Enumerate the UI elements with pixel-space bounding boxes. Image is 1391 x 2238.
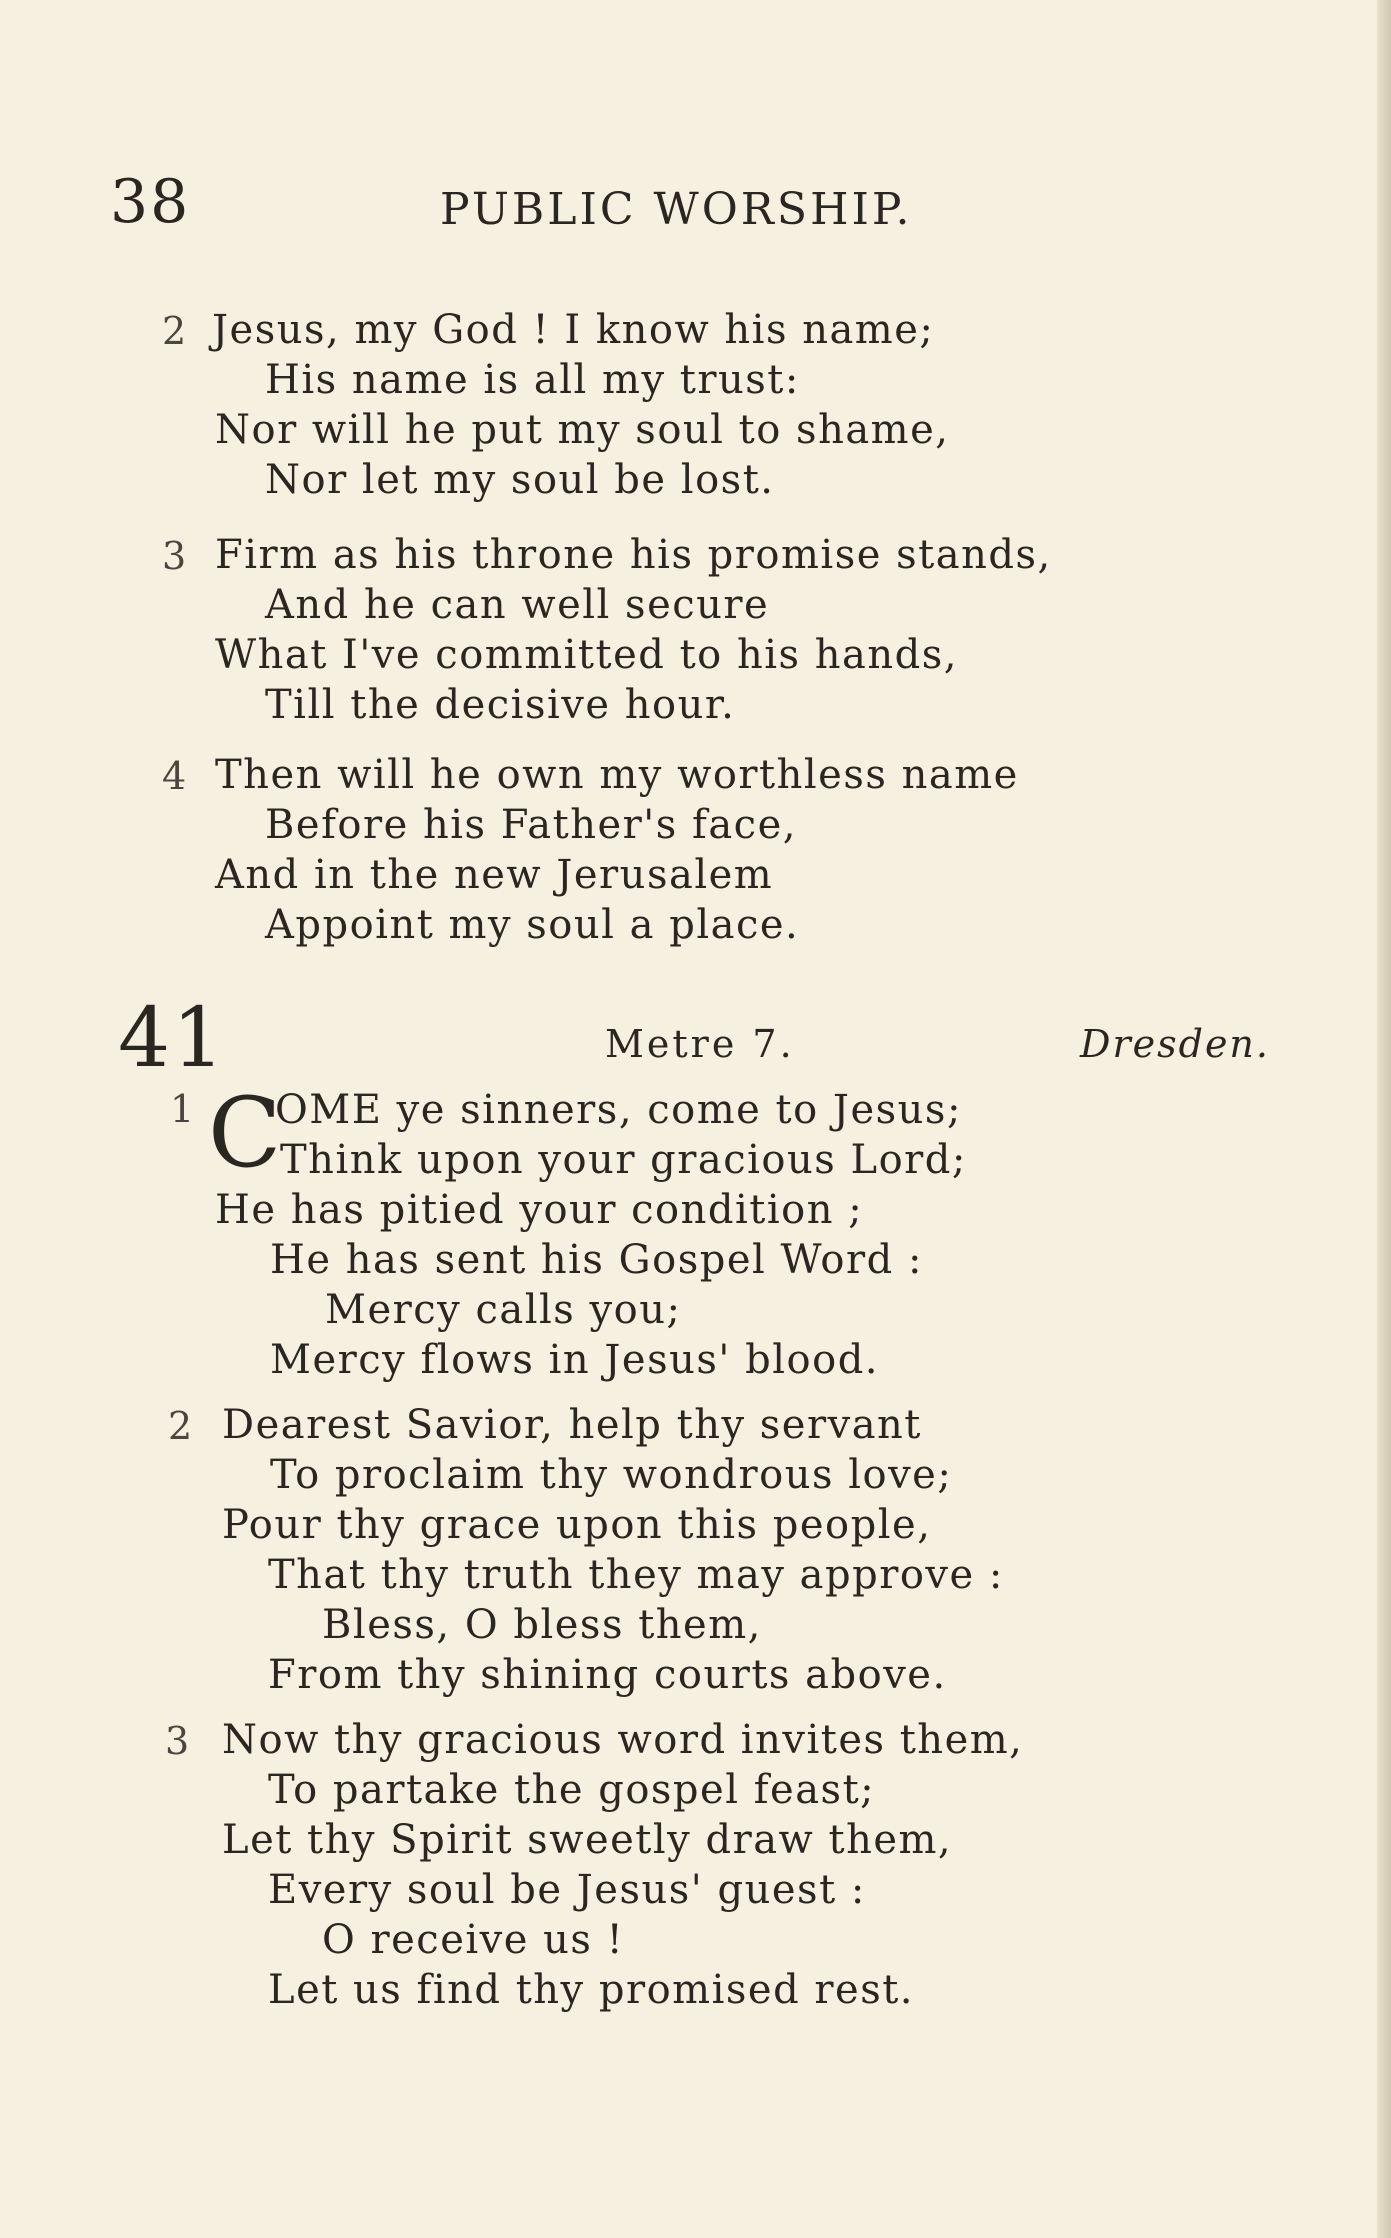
stanza-number: 4 <box>162 754 187 798</box>
stanza-number: 3 <box>165 1719 190 1763</box>
tune-name: Dresden. <box>1080 1022 1270 1066</box>
verse-line: Let us find thy promised rest. <box>268 1967 915 2013</box>
hymn-number: 41 <box>118 991 227 1086</box>
stanza-number: 1 <box>170 1087 195 1131</box>
drop-cap: C <box>208 1077 282 1189</box>
verse-line: His name is all my trust: <box>265 357 800 403</box>
page-edge <box>1377 0 1391 2238</box>
stanza-number: 2 <box>168 1404 193 1448</box>
verse-line: Appoint my soul a place. <box>265 902 800 948</box>
verse-line: Mercy flows in Jesus' blood. <box>270 1337 880 1383</box>
page-number: 38 <box>110 167 191 237</box>
verse-line: Jesus, my God ! I know his name; <box>212 307 935 353</box>
verse-line: OME ye sinners, come to Jesus; <box>275 1087 962 1133</box>
verse-line: And in the new Jerusalem <box>215 852 774 898</box>
verse-line: Nor let my soul be lost. <box>265 457 775 503</box>
stanza-number: 3 <box>162 534 187 578</box>
verse-line: Let thy Spirit sweetly draw them, <box>222 1817 953 1863</box>
verse-line: That thy truth they may approve : <box>268 1552 1004 1598</box>
verse-line: Dearest Savior, help thy servant <box>222 1402 922 1448</box>
stanza-number: 2 <box>162 309 187 353</box>
verse-line: Bless, O bless them, <box>322 1602 762 1648</box>
verse-line: Now thy gracious word invites them, <box>222 1717 1024 1763</box>
verse-line: Before his Father's face, <box>265 802 797 848</box>
running-head: PUBLIC WORSHIP. <box>440 184 913 235</box>
verse-line: From thy shining courts above. <box>268 1652 947 1698</box>
verse-line: Pour thy grace upon this people, <box>222 1502 932 1548</box>
verse-line: Nor will he put my soul to shame, <box>215 407 950 453</box>
verse-line: And he can well secure <box>265 582 770 628</box>
verse-line: O receive us ! <box>322 1917 625 1963</box>
verse-line: Till the decisive hour. <box>265 682 736 728</box>
verse-line: Every soul be Jesus' guest : <box>268 1867 866 1913</box>
verse-line: To proclaim thy wondrous love; <box>270 1452 953 1498</box>
verse-line: What I've committed to his hands, <box>215 632 958 678</box>
verse-line: To partake the gospel feast; <box>268 1767 876 1813</box>
verse-line: Think upon your gracious Lord; <box>280 1137 967 1183</box>
verse-line: Firm as his throne his promise stands, <box>215 532 1052 578</box>
verse-line: He has sent his Gospel Word : <box>270 1237 923 1283</box>
verse-line: Mercy calls you; <box>325 1287 682 1333</box>
verse-line: He has pitied your condition ; <box>215 1187 864 1233</box>
metre-label: Metre 7. <box>605 1022 795 1066</box>
verse-line: Then will he own my worthless name <box>215 752 1019 798</box>
